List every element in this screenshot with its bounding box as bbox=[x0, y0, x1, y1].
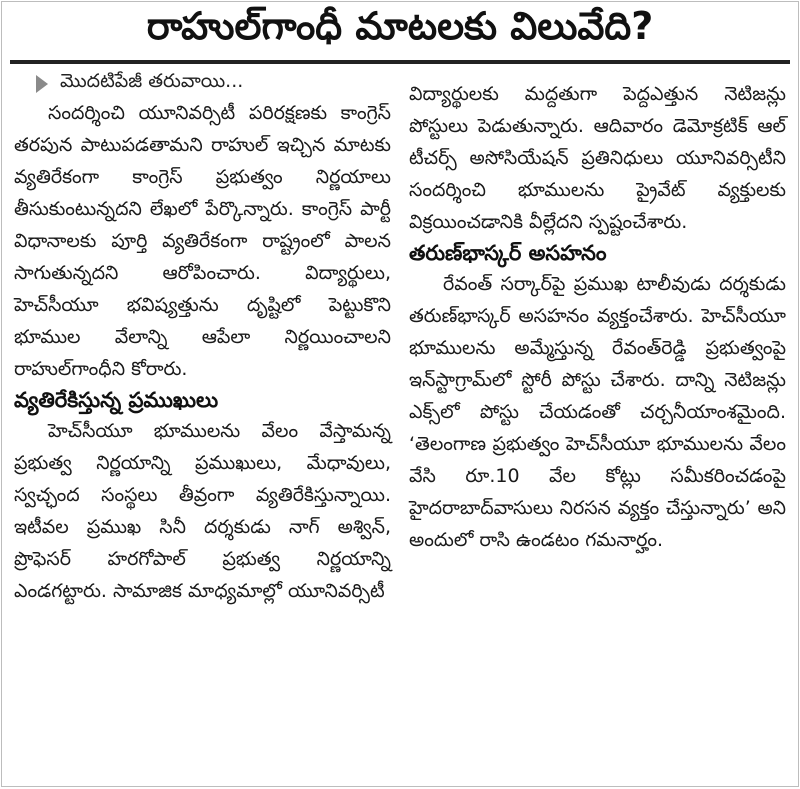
subheading-2: తరుణ్‌భాస్కర్‌ అసహనం bbox=[409, 241, 607, 265]
continuation-kicker bbox=[14, 70, 391, 97]
paragraph-4: రేవంత్‌ సర్కార్‌పై ప్రముఖ టాలీవుడు దర్శకుడు తరుణ్‌భాస్కర్‌ అసహనం వ్యక్తంచేశారు. హెచ్‌సీయూ భూములను అమ్మేస్తున్న రేవంత్‌రెడ్డి ప్రభుత్వంపై ఇన్‌స్టాగ్రామ్‌లో స్టోరీ పోస్టు చేశారు. దాన్ని నెటిజన్లు ఎక్స్‌లో పోస్టు చేయడంతో చర్చనీయాంశమైంది. ‘తెలంగాణ ప్రభుత్వం హెచ్‌సీయూ భూములను వేలం వేసి రూ.10 వేల కోట్లు సమీకరించడంపై హైదరాబాద్‌వాసులు నిరసన వ్యక్తం చేస్తున్నారు’ అని అందులో రాసి ఉండటం గమనార్హం. bbox=[409, 273, 786, 551]
paragraph-2: హెచ్‌సీయూ భూములను వేలం వేస్తామన్న ప్రభుత్వ నిర్ణయాన్ని ప్రముఖులు, మేధావులు, స్వచ్ఛంద సంస్థలు తీవ్రంగా వ్యతిరేకిస్తున్నాయి. ఇటీవల ప్రముఖ సినీ దర్శకుడు నాగ్‌ అశ్విన్‌, ప్రొఫెసర్‌ హరగోపాల్‌ ప్రభుత్వ నిర్ణయాన్ని ఎండగట్టారు. సామాజిక మాధ్యమాల్లో యూనివర్సిటీ bbox=[14, 420, 391, 602]
paragraph-3: విద్యార్థులకు మద్దతుగా పెద్దఎత్తున నెటిజన్లు పోస్టులు పెడుతున్నారు. ఆదివారం డెమోక్రటిక్‌ ఆల్‌ టీచర్స్‌ అసోసియేషన్‌ ప్రతినిధులు యూనివర్సిటీని సందర్శించి భూములను ప్రైవేట్‌ వ్యక్తులకు విక్రయించడానికి వీల్లేదని స్పష్టంచేశారు. bbox=[409, 83, 786, 233]
subheading-1: వ్యతిరేకిస్తున్న ప్రముఖులు bbox=[14, 388, 219, 412]
paragraph-1: సందర్శించి యూనివర్సిటీ పరిరక్షణకు కాంగ్రెస్‌ తరపున పాటుపడతామని రాహుల్‌ ఇచ్చిన మాటకు వ్యతిరేకంగా కాంగ్రెస్‌ ప్రభుత్వం నిర్ణయాలు తీసుకుంటున్నదని లేఖలో పేర్కొన్నారు. కాంగ్రెస్‌ పార్టీ విధానాలకు పూర్తి వ్యతిరేకంగా రాష్ట్రంలో పాలన సాగుతున్నదని ఆరోపించారు. విద్యార్థులు, హెచ్‌సీయూ భవిష్యత్తును దృష్టిలో పెట్టుకొని భూముల వేలాన్ని ఆపేలా నిర్ణయించాలని రాహుల్‌గాంధీని కోరారు. bbox=[14, 102, 391, 380]
column-left bbox=[14, 70, 391, 607]
column-right bbox=[409, 70, 786, 607]
newspaper-clipping bbox=[1, 1, 799, 787]
kicker-text: మొదటిపేజీ తరువాయి... bbox=[60, 70, 244, 92]
headline: రాహుల్‌గాంధీ మాటలకు విలువేది? bbox=[146, 4, 654, 48]
article-columns bbox=[2, 64, 798, 607]
arrow-right-icon bbox=[36, 75, 48, 93]
